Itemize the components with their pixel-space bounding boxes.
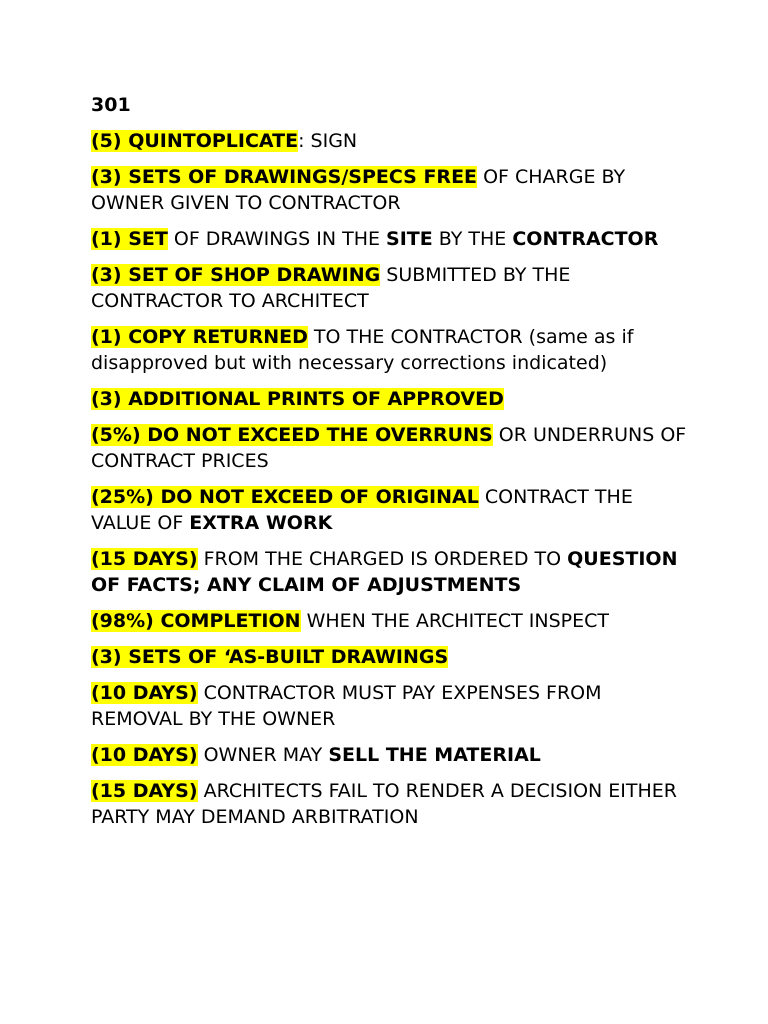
- entry-text: CONTRACT THE VALUE OF: [91, 486, 633, 534]
- bold-text: QUESTION OF FACTS; ANY CLAIM OF ADJUSTMENTS: [91, 548, 678, 596]
- entry-text: TO THE CONTRACTOR (same as if disapproved but with necessary corrections indicated): [91, 326, 634, 374]
- highlighted-term: (5) QUINTOPLICATE: [91, 130, 299, 152]
- entry-text: SUBMITTED BY THE CONTRACTOR TO ARCHITECT: [91, 264, 571, 312]
- entry-text: ARCHITECTS FAIL TO RENDER A DECISION EITHER PARTY MAY DEMAND ARBITRATION: [91, 780, 677, 828]
- highlighted-term: (1) COPY RETURNED: [91, 326, 308, 348]
- entry-text: WHEN THE ARCHITECT INSPECT: [300, 610, 610, 632]
- page-number: 301: [91, 94, 131, 116]
- entry-removal-expenses: [91, 680, 691, 732]
- document-page: [91, 92, 691, 840]
- highlighted-term: (3) ADDITIONAL PRINTS OF APPROVED: [91, 388, 504, 410]
- entry-text: BY THE: [432, 228, 513, 250]
- entry-question-of-facts: [91, 546, 691, 598]
- highlighted-term: (10 DAYS): [91, 682, 198, 704]
- entry-sell-material: [91, 742, 691, 768]
- bold-text: SITE: [386, 228, 433, 250]
- highlighted-term: (3) SETS OF ‘AS-BUILT DRAWINGS: [91, 646, 449, 668]
- bold-text: SELL THE MATERIAL: [328, 744, 541, 766]
- entry-shop-drawing: [91, 262, 691, 314]
- entry-additional-prints: [91, 386, 691, 412]
- highlighted-term: (15 DAYS): [91, 780, 198, 802]
- entry-extra-work: [91, 484, 691, 536]
- entry-text: FROM THE CHARGED IS ORDERED TO: [197, 548, 568, 570]
- highlighted-term: (10 DAYS): [91, 744, 198, 766]
- entry-text: : SIGN: [298, 130, 358, 152]
- entry-sets-of-drawings: [91, 164, 691, 216]
- entry-text: OF DRAWINGS IN THE: [167, 228, 387, 250]
- entry-completion: [91, 608, 691, 634]
- entry-text: CONTRACTOR MUST PAY EXPENSES FROM REMOVAL BY THE OWNER: [91, 682, 602, 730]
- highlighted-term: (1) SET: [91, 228, 168, 250]
- highlighted-term: (5%) DO NOT EXCEED THE OVERRUNS: [91, 424, 493, 446]
- entry-text: OR UNDERRUNS OF CONTRACT PRICES: [91, 424, 687, 472]
- entry-copy-returned: [91, 324, 691, 376]
- highlighted-term: (3) SET OF SHOP DRAWING: [91, 264, 381, 286]
- entry-text: OF CHARGE BY OWNER GIVEN TO CONTRACTOR: [91, 166, 626, 214]
- highlighted-term: (25%) DO NOT EXCEED OF ORIGINAL: [91, 486, 479, 508]
- bold-text: EXTRA WORK: [189, 512, 333, 534]
- highlighted-term: (3) SETS OF DRAWINGS/SPECS FREE: [91, 166, 478, 188]
- entry-arbitration: [91, 778, 691, 830]
- entry-overruns: [91, 422, 691, 474]
- entry-as-built: [91, 644, 691, 670]
- entry-one-set: [91, 226, 691, 252]
- bold-text: CONTRACTOR: [512, 228, 659, 250]
- entry-text: OWNER MAY: [197, 744, 329, 766]
- highlighted-term: (15 DAYS): [91, 548, 198, 570]
- entry-quintoplicate: [91, 128, 691, 154]
- highlighted-term: (98%) COMPLETION: [91, 610, 301, 632]
